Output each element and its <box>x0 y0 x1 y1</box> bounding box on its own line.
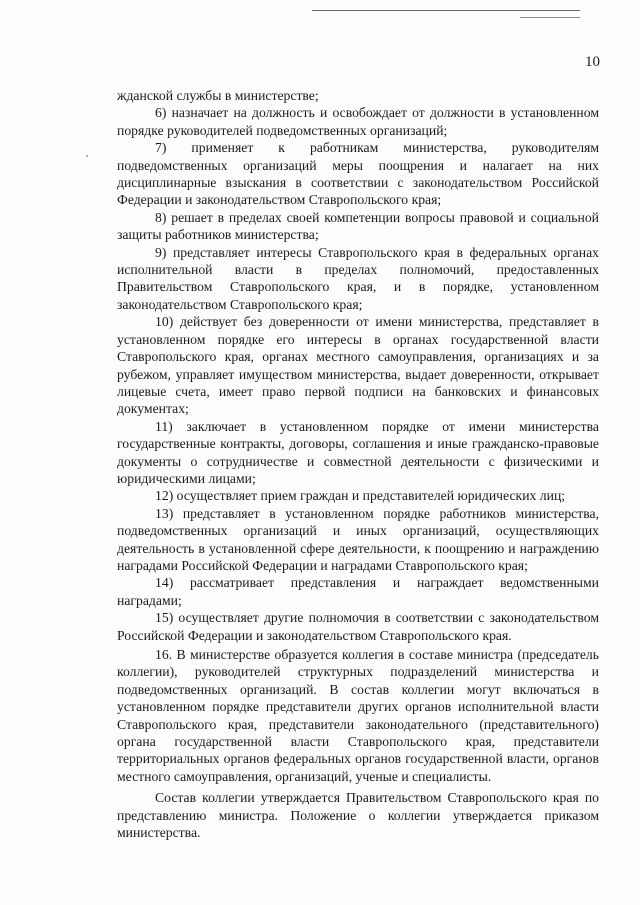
scan-speck <box>86 155 88 157</box>
paragraph-item-15: 15) осуществляет другие полномочия в соответствии с законодательством Российской Федерации и законодательством Ставропольского края. <box>117 610 599 643</box>
paragraph-item-13: 13) представляет в установленном порядке работников министерства, подведомственных организаций и иных организаций, осуществляющих деятельность в установленной сфере деятельности, к поощрению и награждению наградами Российской Федерации и наградами Ставропольского края; <box>117 505 599 573</box>
paragraph-item-7: 7) применяет к работникам министерства, руководителям подведомственных организаций меры поощрения и налагает на них дисциплинарные взыскания в соответствии с законодательством Российской Федерации и законодательством Ставропольского края; <box>117 140 599 208</box>
paragraph-item-8: 8) решает в пределах своей компетенции вопросы правовой и социальной защиты работников министерства; <box>117 209 599 243</box>
powers-list <box>117 87 599 644</box>
paragraph-item-6: 6) назначает на должность и освобождает от должности в установленном порядке руководителей подведомственных организаций; <box>117 105 599 138</box>
paragraph-16: 16. В министерстве образуется коллегия в составе министра (председатель коллегии), руководителей структурных подразделений министерства и подведомственных организаций. В состав коллегии могут включаться в установленном порядке представители других органов исполнительной власти Ставропольского края, представители законодательного (представительного) органа государственной власти Ставропольского края, представители территориальных органов федеральных органов государственной власти, органов местного самоуправления, организаций, ученые и специалисты. <box>117 647 599 784</box>
paragraph-item-9: 9) представляет интересы Ставропольского края в федеральных органах исполнительной власти в пределах полномочий, предоставленных Правительством Ставропольского края, и в порядке, установленном законодательством Ставропольского края; <box>117 244 599 312</box>
collegium-section <box>117 646 599 841</box>
page-number: 10 <box>585 54 600 70</box>
header-rule <box>312 10 580 11</box>
paragraph-item-11: 11) заключает в установленном порядке от имени министерства государственные контракты, договоры, соглашения и иные гражданско-правовые документы о сотрудничестве и совместной деятельности с физическими и юридическими лицами; <box>117 418 599 486</box>
paragraph-continuation: жданской службы в министерстве; <box>117 88 319 103</box>
paragraph-item-12: 12) осуществляет прием граждан и представителей юридических лиц; <box>155 488 566 504</box>
header-rule-short <box>520 17 580 18</box>
paragraph-item-14: 14) рассматривает представления и награждает ведомственными наградами; <box>117 575 599 608</box>
paragraph-collegium-composition: Состав коллегии утверждается Правительством Ставропольского края по представлению министра. Положение о коллегии утверждается приказом министерства. <box>117 790 599 841</box>
paragraph-item-10: 10) действует без доверенности от имени министерства, представляет в установленном порядке его интересы в органах государственной власти Ставропольского края, органах местного самоуправления, организациях и за рубежом, управляет имуществом министерства, выдает доверенности, открывает лицевые счета, имеет право первой подписи на банковских и финансовых документах; <box>117 314 599 417</box>
